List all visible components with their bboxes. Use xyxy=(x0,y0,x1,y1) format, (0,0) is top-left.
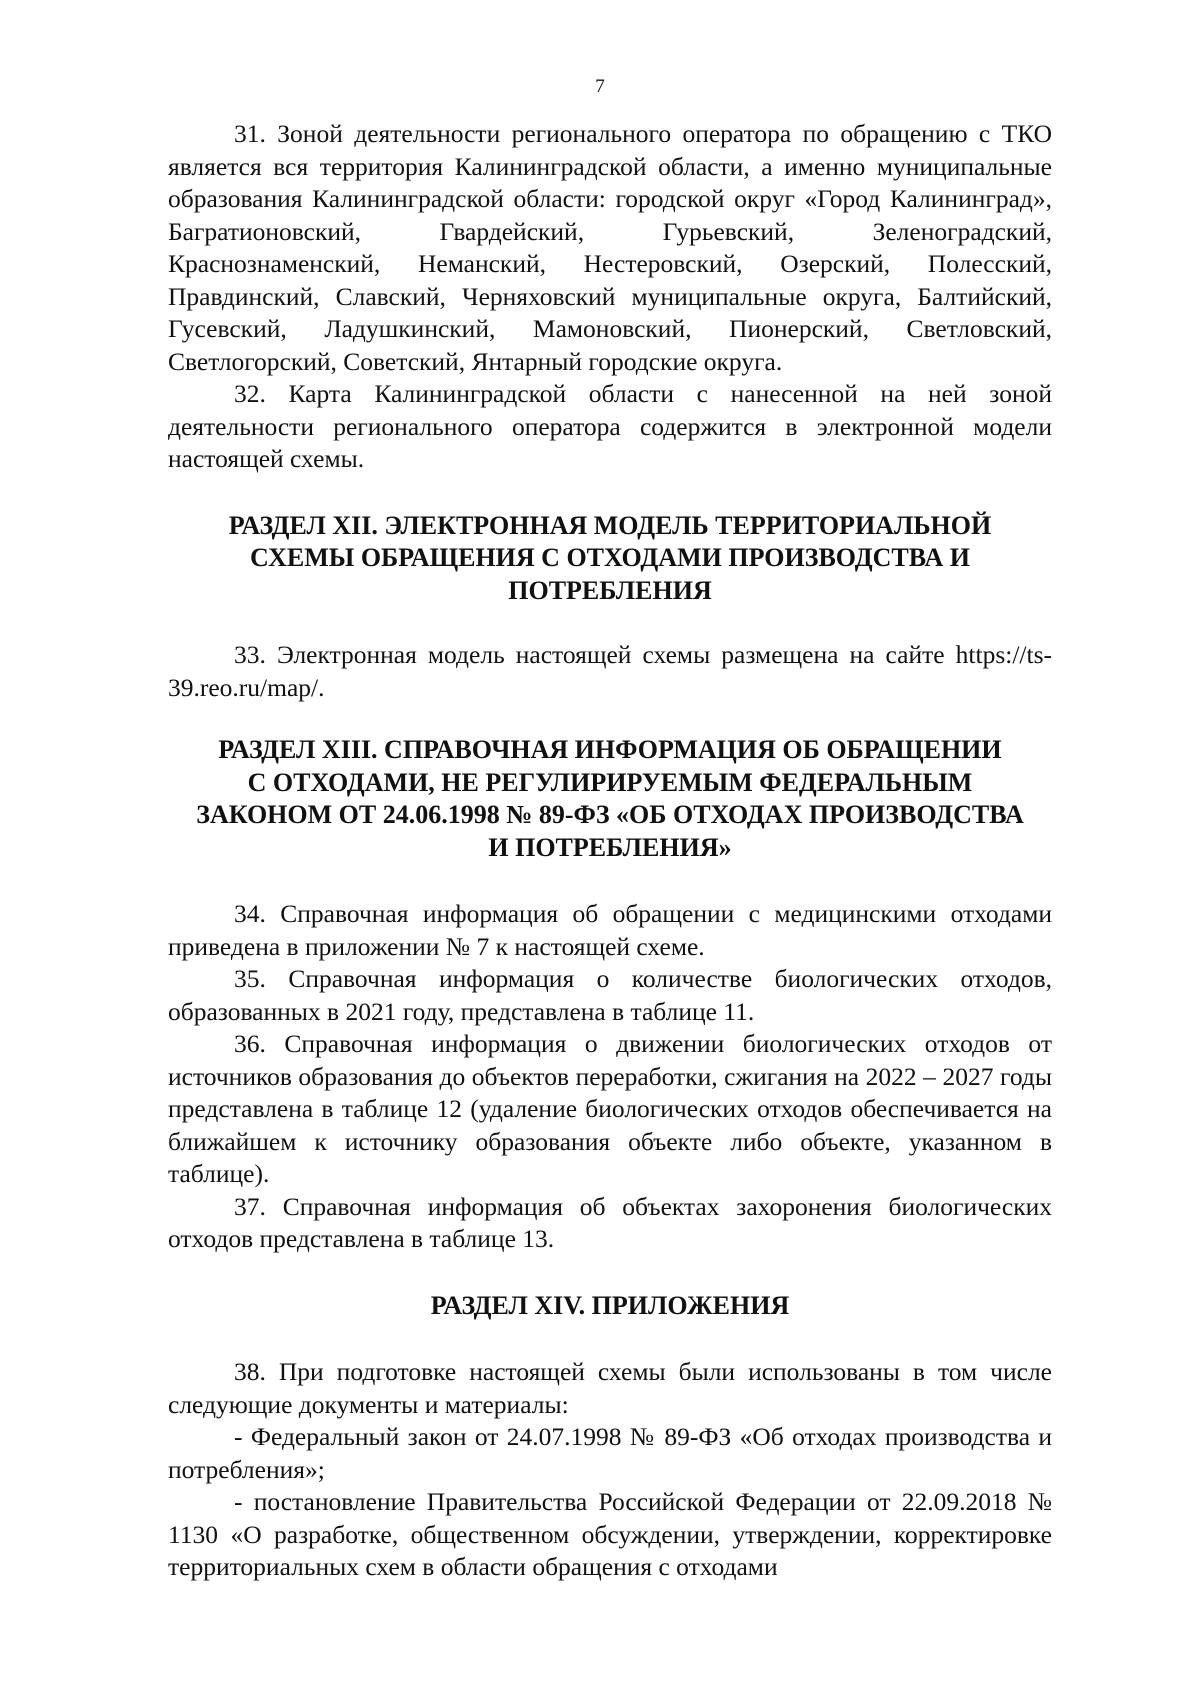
heading-line: РАЗДЕЛ XIV. ПРИЛОЖЕНИЯ xyxy=(430,1290,790,1320)
paragraph-38: 38. При подготовке настоящей схемы были использованы в том числе следующие документы и материалы: xyxy=(168,1357,1052,1419)
paragraph-35: 35. Справочная информация о количестве биологических отходов, образованных в 2021 году, представлена в таблице 11. xyxy=(168,964,1052,1026)
heading-line: И ПОТРЕБЛЕНИЯ» xyxy=(488,832,732,862)
paragraph-36: 36. Справочная информация о движении биологических отходов от источников образования до объектов переработки, сжигания на 2022 – 2027 годы представлена в таблице 12 (удаление биологических отходов обеспечивается на ближайшем к источнику образования объекте либо объекте, указанном в таблице). xyxy=(168,1029,1052,1188)
paragraph-33: 33. Электронная модель настоящей схемы размещена на сайте https://ts-39.reo.ru/map/. xyxy=(168,640,1052,702)
section-xiv-heading xyxy=(168,1290,1052,1323)
paragraph-31: 31. Зоной деятельности регионального оператора по обращению с ТКО является вся территория Калининградской области, а именно муниципальные образования Калининградской области: городской округ «Город Калининград», Багратионовский, Гвардейский, Гурьевский, Зеленоградский, Краснознаменский, Неманский, Нестеровский, Озерский, Полесский, Правдинский, Славский, Черняховский муниципальные округа, Балтийский, Гусевский, Ладушкинский, Мамоновский, Пионерский, Светловский, Светлогорский, Советский, Янтарный городские округа. xyxy=(168,119,1052,376)
section-xii-heading xyxy=(168,510,1052,608)
heading-line: РАЗДЕЛ XIII. СПРАВОЧНАЯ ИНФОРМАЦИЯ ОБ ОБРАЩЕНИИ xyxy=(218,735,1002,764)
heading-line: ПОТРЕБЛЕНИЯ xyxy=(508,575,712,605)
document-body xyxy=(168,118,1052,1584)
heading-line: ЗАКОНОМ ОТ 24.06.1998 № 89-ФЗ «ОБ ОТХОДАХ ПРОИЗВОДСТВА xyxy=(196,800,1024,829)
paragraph-37: 37. Справочная информация об объектах захоронения биологических отходов представлена в таблице 13. xyxy=(168,1191,1052,1253)
heading-line: СХЕМЫ ОБРАЩЕНИЯ С ОТХОДАМИ ПРОИЗВОДСТВА И xyxy=(250,543,970,572)
paragraph-34: 34. Справочная информация об обращении с медицинскими отходами приведена в приложении № 7 к настоящей схеме. xyxy=(168,899,1052,961)
paragraph-32: 32. Карта Калининградской области с нанесенной на ней зоной деятельности регионального оператора содержится в электронной модели настоящей схемы. xyxy=(168,379,1052,473)
heading-line: С ОТХОДАМИ, НЕ РЕГУЛИРИРУЕМЫМ ФЕДЕРАЛЬНЫМ xyxy=(247,767,973,797)
list-item: - постановление Правительства Российской Федерации от 22.09.2018 № 1130 «О разработке, общественном обсуждении, утверждении, корректировке территориальных схем в области обращения с отходами xyxy=(168,1487,1052,1581)
section-xiii-heading xyxy=(168,734,1052,864)
list-item: - Федеральный закон от 24.07.1998 № 89-ФЗ «Об отходах производства и потребления»; xyxy=(168,1422,1052,1484)
page-number: 7 xyxy=(595,76,605,97)
heading-line: РАЗДЕЛ XII. ЭЛЕКТРОННАЯ МОДЕЛЬ ТЕРРИТОРИАЛЬНОЙ xyxy=(228,510,992,540)
